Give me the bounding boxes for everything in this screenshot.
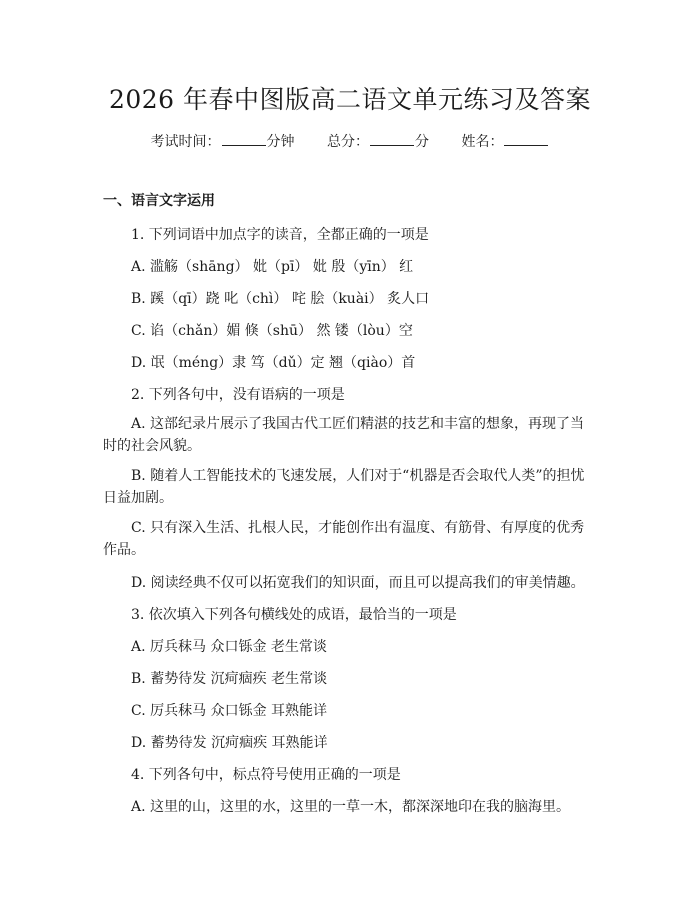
question-1-option-b: B. 蹊（qī）跷 叱（chì） 咤 脍（kuài） 炙人口 xyxy=(131,291,430,307)
question-1-option-c: C. 谄（chǎn）媚 倏（shū） 然 镂（lòu）空 xyxy=(131,323,413,339)
question-3-option-b: B. 蓄势待发 沉疴痼疾 老生常谈 xyxy=(131,671,328,687)
exam-time-unit: 分钟 xyxy=(266,134,295,150)
student-name-blank xyxy=(504,135,548,146)
question-3-option-a: A. 厉兵秣马 众口铄金 老生常谈 xyxy=(131,639,327,655)
question-3-option-d: D. 蓄势待发 沉疴痼疾 耳熟能详 xyxy=(131,735,328,751)
question-2-option-c: C. 只有深入生活、扎根人民，才能创作出有温度、有筋骨、有厚度的优秀作品。 xyxy=(103,520,585,558)
question-2-option-a: A. 这部纪录片展示了我国古代工匠们精湛的技艺和丰富的想象，再现了当时的社会风貌。 xyxy=(103,416,585,454)
exam-info xyxy=(0,131,700,151)
question-2-option-b: B. 随着人工智能技术的飞速发展，人们对于“机器是否会取代人类”的担忧日益加剧。 xyxy=(103,468,585,506)
total-score-label: 总分： xyxy=(327,134,369,150)
exam-time-blank xyxy=(222,135,266,146)
student-name-label: 姓名： xyxy=(461,134,504,150)
question-4-option-a: A. 这里的山，这里的水，这里的一草一木，都深深地印在我的脑海里。 xyxy=(131,799,571,815)
section-heading: 一、语言文字运用 xyxy=(103,193,215,209)
question-4-stem: 4. 下列各句中，标点符号使用正确的一项是 xyxy=(131,767,401,783)
question-2-stem: 2. 下列各句中，没有语病的一项是 xyxy=(131,387,345,403)
total-score xyxy=(327,134,429,150)
total-score-unit: 分 xyxy=(415,134,429,150)
total-score-blank xyxy=(370,135,414,146)
question-3-option-c: C. 厉兵秣马 众口铄金 耳熟能详 xyxy=(131,703,328,719)
page-title: 2026 年春中图版高二语文单元练习及答案 xyxy=(108,85,592,114)
student-name xyxy=(461,134,549,150)
question-1-option-d: D. 氓（méng）隶 笃（dǔ）定 翘（qiào）首 xyxy=(131,355,416,371)
question-1-stem: 1. 下列词语中加点字的读音，全都正确的一项是 xyxy=(131,227,429,243)
question-2-option-d: D. 阅读经典不仅可以拓宽我们的知识面，而且可以提高我们的审美情趣。 xyxy=(131,575,585,591)
exam-time-label: 考试时间： xyxy=(150,134,221,150)
exam-time xyxy=(151,134,295,150)
question-1-option-a: A. 滥觞（shāng） 妣（pī） 妣 殷（yīn） 红 xyxy=(131,259,414,275)
question-3-stem: 3. 依次填入下列各句横线处的成语，最恰当的一项是 xyxy=(131,607,457,623)
